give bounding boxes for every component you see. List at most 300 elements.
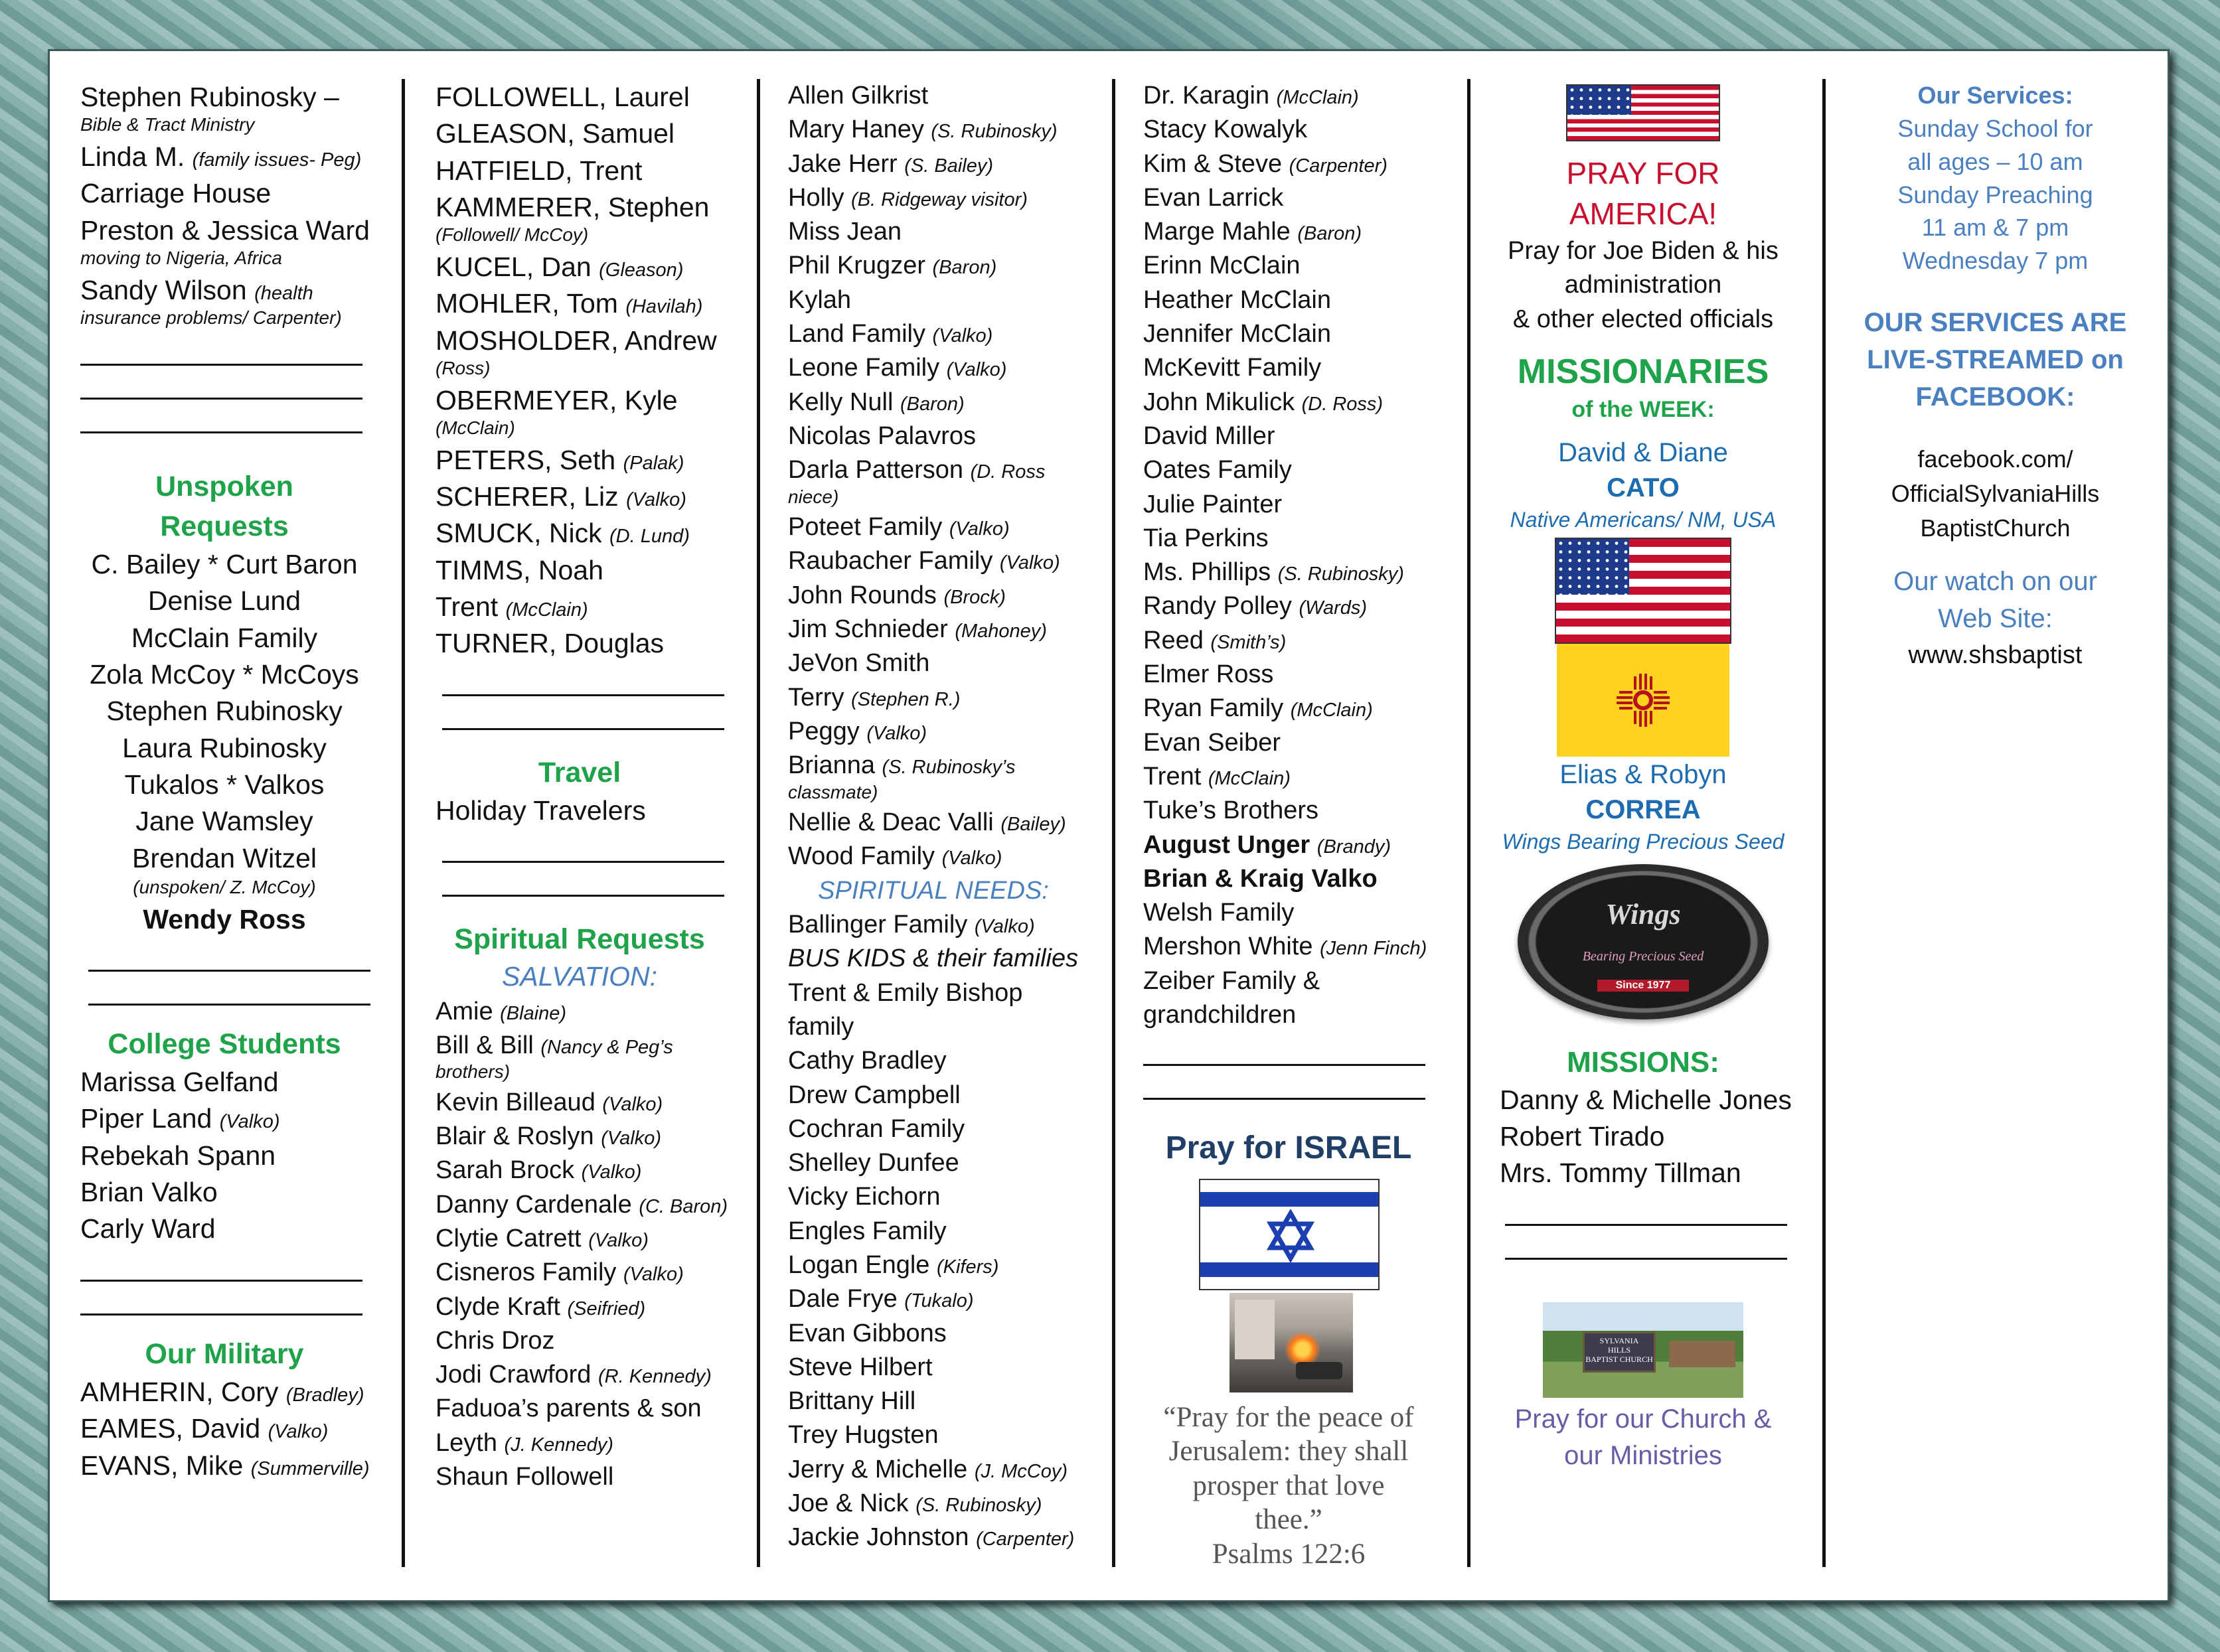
list-item-name: Trent: [436, 591, 499, 622]
blank-line: [88, 972, 370, 1006]
logo-subtext: Bearing Precious Seed: [1582, 949, 1704, 964]
list-item-note: (S. Bailey): [904, 155, 994, 177]
list-item-note: (Valko): [946, 359, 1007, 381]
list-item: [1143, 930, 1447, 964]
list-item-name: Kevin Billeaud: [436, 1088, 595, 1116]
list-item: Tukalos * Valkos: [124, 769, 325, 800]
list-item: Carly Ward: [80, 1213, 216, 1244]
list-item-note: (Valko): [588, 1229, 649, 1251]
list-item: [788, 715, 1092, 749]
list-item-note: (S. Rubinosky’s: [882, 757, 1016, 779]
list-item-name: MOHLER, Tom: [436, 288, 618, 319]
list-item-note: (McClain): [1290, 700, 1373, 721]
list-item-name: Ballinger Family: [788, 911, 968, 939]
list-item: family: [788, 1012, 854, 1041]
column-3: [760, 79, 1115, 1567]
list-item: Drew Campbell: [788, 1081, 961, 1109]
list-item-name: Terry: [788, 683, 844, 712]
list-item-note: (Havilah): [625, 296, 703, 318]
list-item-name: Clytie Catrett: [436, 1224, 582, 1252]
request-sub: Bible & Tract Ministry: [80, 114, 255, 135]
request-item: [80, 139, 382, 175]
verse-line: Jerusalem: they shall: [1168, 1436, 1409, 1467]
list-item: Jane Wamsley: [135, 806, 313, 837]
list-item: [788, 386, 1092, 419]
missionary-lastname: CATO: [1607, 473, 1680, 502]
america-text: Pray for Joe Biden & his: [1508, 237, 1779, 265]
list-item: Heather McClain: [1143, 285, 1331, 314]
zia-sun-icon: [1617, 674, 1670, 727]
list-item: [1143, 386, 1447, 419]
list-item: [1143, 147, 1447, 181]
list-item-name: Marge Mahle: [1143, 218, 1291, 246]
list-item-note: (Jenn Finch): [1320, 938, 1427, 960]
list-item: McClain Family: [131, 622, 318, 653]
request-sub: moving to Nigeria, Africa: [80, 247, 282, 268]
list-item-name: Sarah Brock: [436, 1156, 575, 1185]
missionary-field: Native Americans/ NM, USA: [1510, 507, 1777, 532]
list-item: Cochran Family: [788, 1114, 965, 1143]
list-item: [436, 1188, 737, 1222]
list-item-note: brothers): [436, 1061, 511, 1083]
list-item: [788, 544, 1092, 578]
list-item: FOLLOWELL, Laurel: [436, 82, 690, 112]
request-name: Sandy Wilson: [80, 274, 247, 305]
list-item-note: (Valko): [602, 1093, 663, 1115]
list-item: [436, 515, 737, 552]
list-item: Zeiber Family &: [1143, 966, 1320, 995]
missionary-lastname: CORREA: [1585, 794, 1701, 824]
missionaries-subtitle: of the WEEK:: [1571, 396, 1715, 422]
list-item: [788, 351, 1092, 385]
section-title-spiritual-needs: SPIRITUAL NEEDS:: [818, 876, 1049, 905]
list-item: Faduoa’s parents & son: [436, 1394, 702, 1423]
list-item: [1143, 624, 1447, 658]
list-item-note: (R. Kennedy): [597, 1366, 712, 1388]
list-item-name: Joe & Nick: [788, 1489, 909, 1518]
list-item: [788, 317, 1092, 351]
list-item: [436, 589, 737, 625]
list-item: David Miller: [1143, 421, 1275, 450]
list-item: [80, 1374, 382, 1410]
list-item-name: Bill & Bill: [436, 1031, 534, 1059]
list-item: [80, 1448, 382, 1484]
list-item-note: (Valko): [866, 722, 927, 744]
list-item: [788, 749, 1092, 783]
us-flag-icon: [1555, 538, 1731, 644]
church-text: our Ministries: [1564, 1440, 1722, 1470]
list-item: McKevitt Family: [1143, 354, 1322, 382]
verse-line: “Pray for the peace of: [1163, 1401, 1414, 1433]
section-title-travel: Travel: [538, 756, 621, 788]
list-item-note: (Valko): [949, 518, 1010, 540]
request-item: [80, 272, 382, 309]
list-item-note: (Followell/ McCoy): [436, 224, 589, 246]
livestream-text: FACEBOOK:: [1915, 382, 2075, 412]
blank-line: [442, 696, 724, 730]
list-item: Brittany Hill: [788, 1387, 916, 1416]
list-item-name: Mary Haney: [788, 115, 924, 144]
service-time: Sunday School for: [1897, 115, 2093, 143]
list-item: [1143, 589, 1447, 623]
list-item-note: (Kifers): [936, 1256, 999, 1278]
list-item: [436, 1358, 737, 1392]
list-item: Cathy Bradley: [788, 1047, 947, 1075]
column-1: [50, 79, 405, 1567]
list-item: Marissa Gelfand: [80, 1067, 279, 1098]
list-item-note: (Baron): [900, 393, 965, 415]
request-note: (health: [254, 282, 313, 304]
list-item-name: Jake Herr: [788, 149, 898, 178]
list-item-name: Jim Schnieder: [788, 615, 948, 644]
list-item-note: (Smith’s): [1210, 631, 1287, 653]
america-title: AMERICA!: [1569, 196, 1717, 232]
list-item-note: (Valko): [219, 1111, 280, 1133]
list-item: Denise Lund: [147, 585, 301, 617]
facebook-url[interactable]: OfficialSylvaniaHills: [1891, 479, 2100, 507]
list-item-name: Randy Polley: [1143, 592, 1292, 621]
list-item-note: (Valko): [932, 325, 993, 347]
list-item: [788, 840, 1092, 873]
services-title: Our Services:: [1917, 82, 2073, 109]
request-sub: insurance problems/ Carpenter): [80, 307, 342, 328]
list-item: Tia Perkins: [1143, 524, 1269, 552]
list-item: Welsh Family: [1143, 899, 1295, 927]
list-item-note: (Valko): [268, 1421, 329, 1443]
website-label: Web Site:: [1938, 604, 2053, 634]
list-item: Steve Hilbert: [788, 1353, 933, 1381]
america-title: PRAY FOR: [1566, 156, 1720, 190]
service-time: Wednesday 7 pm: [1902, 247, 2089, 275]
facebook-url[interactable]: BaptistChurch: [1920, 514, 2071, 542]
list-item: GLEASON, Samuel: [436, 118, 675, 149]
list-item: [788, 1282, 1092, 1316]
list-item-name: Kelly Null: [788, 388, 894, 416]
list-item-name: Ms. Phillips: [1143, 558, 1271, 587]
website-url[interactable]: www.shsbaptist: [1908, 641, 2083, 670]
list-item: [436, 1256, 737, 1290]
list-item: Brian & Kraig Valko: [1143, 864, 1378, 893]
list-item: Shaun Followell: [436, 1463, 614, 1491]
list-item-name: Dr. Karagin: [1143, 82, 1270, 110]
star-of-david-icon: [1264, 1209, 1317, 1262]
list-item: [788, 908, 1092, 942]
israel-verse: [1143, 1400, 1434, 1572]
list-item: Elmer Ross: [1143, 660, 1274, 689]
list-item: grandchildren: [1143, 1001, 1297, 1029]
list-item: [788, 613, 1092, 646]
request-item: [80, 79, 382, 139]
list-item-note: (McClain): [1208, 767, 1291, 789]
list-item: [788, 1248, 1092, 1282]
facebook-url[interactable]: facebook.com/: [1917, 445, 2073, 473]
list-item-note: (Valko): [974, 916, 1035, 938]
list-item: [436, 1086, 737, 1120]
request-note: (family issues- Peg): [192, 149, 362, 171]
sign-text: SYLVANIA: [1599, 1335, 1639, 1345]
list-item-note: (Valko): [941, 848, 1002, 869]
list-item: [436, 995, 737, 1029]
list-item-note: (Wards): [1299, 597, 1368, 619]
list-item: [436, 1120, 737, 1154]
list-item: Oates Family: [1143, 456, 1292, 485]
list-item-name: Jerry & Michelle: [788, 1455, 968, 1483]
list-item: [436, 1222, 737, 1256]
list-item-name: PETERS, Seth: [436, 444, 616, 475]
section-title-college: College Students: [108, 1027, 341, 1060]
list-item-name: Clyde Kraft: [436, 1292, 560, 1321]
blank-line: [80, 1282, 362, 1315]
list-item: Tuke’s Brothers: [1143, 796, 1318, 825]
livestream-text: LIVE-STREAMED on: [1867, 344, 2124, 374]
list-item-note: (Bradley): [285, 1385, 364, 1406]
blank-line: [80, 1248, 362, 1282]
list-item-note: (S. Rubinosky): [915, 1495, 1042, 1517]
list-item-name: Leone Family: [788, 354, 940, 382]
list-item: TIMMS, Noah: [436, 554, 603, 585]
list-item-name: Raubacher Family: [788, 547, 993, 575]
list-item: [80, 1410, 382, 1447]
list-item: TURNER, Douglas: [436, 628, 665, 659]
sign-text: HILLS: [1608, 1345, 1630, 1355]
list-item-note: (McClain): [1276, 87, 1359, 108]
list-item-note: (Valko): [626, 488, 686, 510]
logo-text: Wings: [1605, 898, 1681, 931]
church-sign-photo: [1543, 1302, 1743, 1398]
list-item-note: (B. Ridgeway visitor): [851, 188, 1028, 210]
column-2: [405, 79, 760, 1567]
website-label: Our watch on our: [1893, 567, 2097, 597]
list-item-name: Blair & Roslyn: [436, 1122, 594, 1151]
list-item: Evan Larrick: [1143, 183, 1284, 212]
list-item: Erinn McClain: [1143, 252, 1301, 280]
list-item: Brendan Witzel: [131, 842, 317, 873]
list-item-note: (McClain): [436, 417, 515, 438]
list-item: Holiday Travelers: [436, 794, 646, 826]
missionary-field: Wings Bearing Precious Seed: [1502, 829, 1784, 854]
list-item-name: Jackie Johnston: [788, 1523, 969, 1552]
list-item: [788, 1453, 1092, 1487]
list-item: [788, 249, 1092, 283]
list-item-note: (Brandy): [1316, 836, 1391, 858]
prayer-list-page: [48, 49, 2170, 1602]
list-item-name: Trent: [1143, 762, 1202, 790]
wings-logo-icon: [1518, 864, 1769, 1019]
list-item: Danny & Michelle Jones: [1500, 1084, 1792, 1115]
missionary-name: Elias & Robyn: [1559, 759, 1727, 789]
list-item-note: (unspoken/ Z. McCoy): [133, 876, 316, 897]
verse-reference: Psalms 122:6: [1212, 1539, 1366, 1570]
list-item-name: Phil Krugzer: [788, 252, 925, 280]
list-item: Robert Tirado: [1500, 1120, 1665, 1152]
list-item: [788, 806, 1092, 840]
list-item: [1143, 79, 1447, 113]
list-item-name: AMHERIN, Cory: [80, 1377, 279, 1407]
list-item-note: (J. McCoy): [974, 1460, 1068, 1482]
blank-line: [1143, 1032, 1425, 1066]
list-item-note: (Brock): [943, 586, 1006, 608]
new-mexico-flag-icon: [1557, 644, 1729, 757]
list-item: [1143, 692, 1447, 725]
list-item-note: (Palak): [623, 452, 684, 474]
list-item: KAMMERER, Stephen: [436, 192, 710, 223]
list-item-name: Brianna: [788, 751, 875, 780]
blank-line: [442, 863, 724, 897]
section-title-military: Our Military: [145, 1337, 304, 1370]
list-item: Nicolas Palavros: [788, 421, 976, 450]
list-item: [436, 479, 737, 515]
verse-line: thee.”: [1255, 1504, 1322, 1536]
list-item-name: KUCEL, Dan: [436, 251, 592, 282]
list-item: Rebekah Spann: [80, 1140, 276, 1171]
blank-line: [442, 829, 724, 863]
list-item: [788, 181, 1092, 215]
list-item-name: Poteet Family: [788, 513, 943, 542]
list-item-note: (D. Ross: [970, 461, 1046, 483]
request-name: Linda M.: [80, 141, 185, 172]
blank-line: [1505, 1226, 1787, 1260]
blank-line: [88, 938, 370, 972]
list-item-name: Danny Cardenale: [436, 1190, 632, 1219]
service-time: all ages – 10 am: [1907, 148, 2083, 176]
list-item: Miss Jean: [788, 218, 902, 246]
list-item-note: (S. Rubinosky): [1277, 563, 1404, 585]
list-item-note: (Gleason): [599, 259, 684, 281]
list-item: [436, 1290, 737, 1324]
list-item-note: (J. Kennedy): [504, 1434, 613, 1456]
list-item-note: (Baron): [1297, 223, 1362, 245]
israel-title: Pray for ISRAEL: [1165, 1130, 1412, 1166]
missions-list: [1490, 1082, 1796, 1260]
list-item: [788, 1487, 1092, 1521]
column-4: [1115, 79, 1470, 1570]
america-text: & other elected officials: [1512, 305, 1774, 333]
list-item-name: Mershon White: [1143, 933, 1313, 961]
missionary-name: David & Diane: [1558, 437, 1728, 467]
section-title-unspoken: Unspoken: [155, 470, 293, 502]
list-item: Zola McCoy * McCoys: [90, 658, 359, 690]
list-item-note: (McClain): [505, 599, 588, 621]
section-subtitle-salvation: SALVATION:: [502, 961, 657, 992]
list-item: [80, 1100, 382, 1137]
us-flag-icon: [1566, 84, 1720, 141]
israel-flag-icon: [1199, 1179, 1380, 1290]
list-item-note: (Carpenter): [976, 1529, 1075, 1550]
service-time: 11 am & 7 pm: [1921, 214, 2069, 242]
list-item: [1143, 828, 1447, 862]
list-item: [1143, 556, 1447, 589]
missionaries-title: MISSIONARIES: [1517, 352, 1769, 392]
list-item-note: (Valko): [581, 1162, 642, 1183]
list-item: [436, 442, 737, 479]
list-item-name: Kim & Steve: [1143, 149, 1283, 178]
list-item-note: (D. Lund): [609, 526, 690, 548]
list-item: [436, 1426, 737, 1460]
list-item-note: (D. Ross): [1301, 393, 1384, 415]
list-item-note: (Ross): [436, 358, 491, 378]
livestream-text: OUR SERVICES ARE: [1863, 307, 2127, 337]
list-item-note: (S. Rubinosky): [931, 121, 1058, 143]
blank-line: [1505, 1192, 1787, 1226]
list-item: JeVon Smith: [788, 649, 930, 678]
list-item-note: (Carpenter): [1289, 155, 1388, 177]
list-item-note: (Summerville): [250, 1458, 370, 1479]
list-item-note: (Bailey): [1000, 814, 1066, 836]
list-item-name: Peggy: [788, 717, 860, 745]
list-item: [1143, 760, 1447, 794]
list-item-name: Leyth: [436, 1428, 497, 1457]
list-item-name: SCHERER, Liz: [436, 481, 619, 512]
list-item-name: Wood Family: [788, 842, 935, 871]
blank-line: [1143, 1066, 1425, 1100]
list-item-name: Land Family: [788, 320, 925, 348]
request-name: Stephen Rubinosky –: [80, 82, 339, 112]
list-item: Evan Seiber: [1143, 728, 1281, 757]
list-item-name: Nellie & Deac Valli: [788, 808, 994, 837]
list-item-note: (Nancy & Peg’s: [540, 1036, 673, 1058]
list-item: Evan Gibbons: [788, 1319, 947, 1347]
list-item-note: (Seifried): [567, 1298, 646, 1319]
list-item-name: Ryan Family: [1143, 694, 1284, 723]
list-item: Allen Gilkrist: [788, 82, 929, 110]
list-item-name: Dale Frye: [788, 1285, 898, 1314]
list-item-name: Darla Patterson: [788, 456, 964, 485]
list-item: Chris Droz: [436, 1326, 555, 1355]
list-item: Julie Painter: [1143, 490, 1283, 518]
list-item-name: Piper Land: [80, 1103, 212, 1134]
column-5: [1470, 79, 1826, 1567]
sign-text: BAPTIST CHURCH: [1585, 1355, 1653, 1365]
list-item-note: classmate): [788, 781, 878, 802]
list-item-name: Amie: [436, 997, 493, 1025]
list-item-name: Cisneros Family: [436, 1258, 617, 1287]
list-item: OBERMEYER, Kyle: [436, 384, 678, 415]
list-item: Brian Valko: [80, 1177, 218, 1208]
list-item: Trey Hugsten: [788, 1421, 939, 1450]
list-item: C. Bailey * Curt Baron: [91, 548, 358, 579]
list-item: [788, 1521, 1092, 1554]
list-item: Laura Rubinosky: [122, 732, 327, 763]
list-item: Vicky Eichorn: [788, 1183, 941, 1211]
verse-line: prosper that love: [1192, 1469, 1385, 1501]
america-text: administration: [1564, 271, 1722, 299]
list-item: Stacy Kowalyk: [1143, 115, 1308, 144]
list-item: [788, 113, 1092, 147]
list-item-name: John Rounds: [788, 581, 937, 609]
list-item: [788, 579, 1092, 613]
list-item-note: (Stephen R.): [851, 688, 961, 710]
list-item: [436, 285, 737, 322]
missions-title: MISSIONS:: [1567, 1046, 1719, 1079]
list-item: [788, 147, 1092, 181]
logo-since: Since 1977: [1597, 980, 1689, 992]
list-item: Shelley Dunfee: [788, 1149, 959, 1177]
list-item: Kylah: [788, 285, 852, 314]
list-item: Trent & Emily Bishop: [788, 978, 1023, 1007]
blank-line: [442, 662, 724, 696]
list-item: Engles Family: [788, 1217, 947, 1245]
request-item: Carriage House: [80, 178, 272, 209]
section-title-requests: Requests: [160, 510, 289, 542]
list-item-name: SMUCK, Nick: [436, 518, 602, 549]
list-item: MOSHOLDER, Andrew: [436, 325, 717, 356]
list-item-note: (Blaine): [500, 1002, 567, 1024]
list-item: [436, 249, 737, 285]
list-item-name: August Unger: [1143, 830, 1310, 859]
section-title-spiritual: Spiritual Requests: [454, 923, 705, 956]
column-6: [1826, 79, 2172, 1567]
list-item: Jennifer McClain: [1143, 320, 1331, 348]
